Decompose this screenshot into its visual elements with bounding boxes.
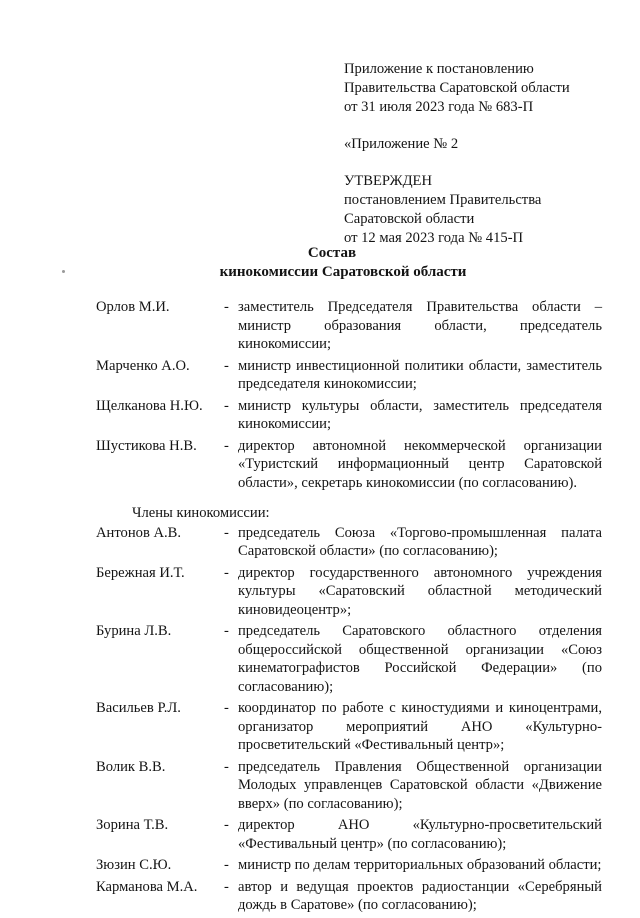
dash-separator: -: [224, 564, 229, 581]
approved-label: УТВЕРЖДЕН: [344, 173, 432, 189]
dash-separator: -: [224, 700, 229, 716]
list-item: [96, 397, 602, 434]
person-name: Васильев Р.Л.: [96, 700, 181, 716]
appendix-line-3: от 31 июля 2023 года № 683-П: [344, 99, 534, 115]
list-item: [96, 357, 602, 394]
document-title: Состав: [307, 245, 357, 261]
person-name: Зюзин С.Ю.: [96, 857, 172, 873]
leadership-list: [96, 298, 602, 492]
person-name: Антонов А.В.: [96, 524, 182, 541]
appendix-line-2: Правительства Саратовской области: [344, 80, 570, 96]
person-role: министр культуры области, заместитель председателя кинокомиссии;: [238, 397, 602, 432]
annex-number: «Приложение № 2: [344, 136, 459, 152]
list-item: [96, 878, 602, 915]
person-role: председатель Правления Общественной организации Молодых управленцев Саратовской области «Движение вверх» (по согласованию);: [238, 758, 602, 812]
person-name: Бурина Л.В.: [96, 623, 172, 639]
appendix-header: [344, 60, 624, 248]
dash-separator: -: [224, 817, 229, 833]
person-name: Щелканова Н.Ю.: [96, 397, 203, 414]
member-list: [96, 524, 602, 915]
approved-date: от 12 мая 2023 года № 415-П: [344, 230, 524, 246]
person-name: Орлов М.И.: [96, 299, 170, 315]
approved-by-line-1: постановлением Правительства: [344, 192, 542, 208]
person-role: председатель Саратовского областного отделения общероссийской общественной организации «Союз кинематографистов Российской Федерации» (по согласованию);: [238, 623, 602, 695]
person-role: директор АНО «Культурно-просветительский «Фестивальный центр» (по согласованию);: [238, 817, 602, 852]
person-role: министр по делам территориальных образований области;: [238, 857, 602, 873]
dash-separator: -: [224, 857, 229, 873]
commission-list: [96, 298, 602, 918]
person-name: Бережная И.Т.: [96, 564, 185, 581]
person-role: министр инвестиционной политики области, заместитель председателя кинокомиссии;: [238, 357, 602, 392]
appendix-line-1: Приложение к постановлению: [344, 61, 534, 77]
person-name: Зорина Т.В.: [96, 817, 169, 833]
person-role: автор и ведущая проектов радиостанции «Серебряный дождь в Саратове» (по согласованию);: [238, 878, 602, 913]
dash-separator: -: [224, 397, 229, 414]
person-name: Карманова М.А.: [96, 878, 198, 895]
scan-speck: [62, 270, 65, 273]
dash-separator: -: [224, 758, 229, 775]
list-item: [96, 699, 602, 755]
dash-separator: -: [224, 357, 229, 374]
person-role: заместитель Председателя Правительства области – министр образования области, председатель кинокомиссии;: [238, 299, 602, 352]
list-item: [96, 816, 602, 853]
document-subtitle: кинокомиссии Саратовской области: [219, 264, 467, 280]
list-item: [96, 758, 602, 814]
list-item: [96, 564, 602, 620]
person-name: Шустикова Н.В.: [96, 437, 197, 454]
dash-separator: -: [224, 878, 229, 895]
person-role: директор автономной некоммерческой организации «Туристский информационный центр Саратовской области», секретарь кинокомиссии (по согласованию).: [238, 437, 602, 491]
list-item: [96, 524, 602, 561]
list-item: [96, 298, 602, 354]
list-item: [96, 622, 602, 696]
person-role: председатель Союза «Торгово-промышленная палата Саратовской области» (по согласованию);: [238, 524, 602, 559]
person-name: Марченко А.О.: [96, 357, 190, 374]
dash-separator: -: [224, 299, 229, 315]
list-item: [96, 856, 602, 875]
person-name: Волик В.В.: [96, 758, 166, 775]
dash-separator: -: [224, 623, 229, 639]
dash-separator: -: [224, 524, 229, 541]
person-role: директор государственного автономного учреждения культуры «Саратовский областной методический киновидеоцентр»;: [238, 564, 602, 618]
approved-by-line-2: Саратовской области: [344, 211, 475, 227]
person-role: координатор по работе с киностудиями и киноцентрами, организатор мероприятий АНО «Культурно-просветительский «Фестивальный центр»;: [238, 700, 602, 753]
members-heading: Члены кинокомиссии:: [132, 505, 270, 521]
dash-separator: -: [224, 437, 229, 454]
list-item: [96, 437, 602, 493]
